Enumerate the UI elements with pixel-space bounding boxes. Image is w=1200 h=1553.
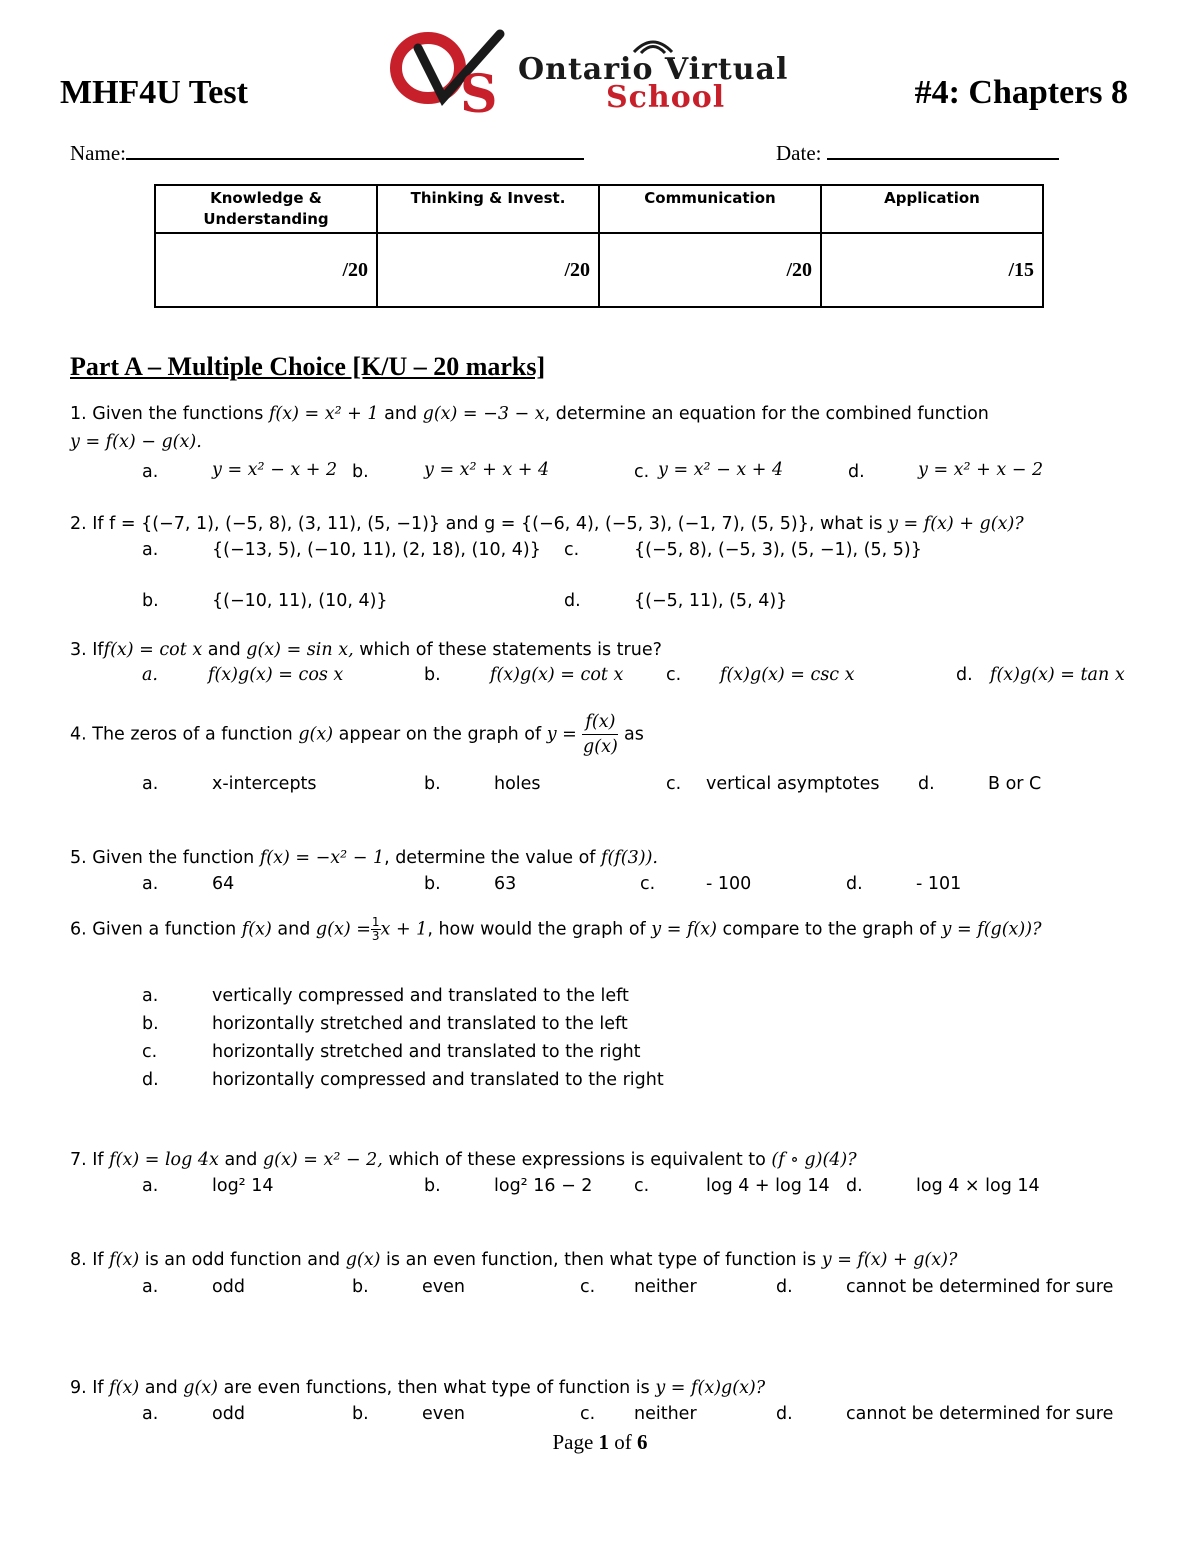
- question-5: 5. Given the function f(x) = −x² − 1, determine the value of f(f(3)).: [70, 848, 658, 868]
- date-line[interactable]: [827, 136, 1059, 160]
- q3-option-a[interactable]: f(x)g(x) = cos x: [208, 665, 344, 685]
- q5-option-c-label[interactable]: c.: [640, 874, 656, 894]
- q9-option-d[interactable]: cannot be determined for sure: [846, 1404, 1114, 1424]
- q7-option-a-label[interactable]: a.: [142, 1176, 159, 1196]
- q5-option-d[interactable]: - 101: [916, 874, 962, 894]
- school-logo: [388, 28, 858, 118]
- q4-option-a-label[interactable]: a.: [142, 774, 159, 794]
- date-field[interactable]: [776, 136, 1059, 166]
- q4-option-d-label[interactable]: d.: [918, 774, 935, 794]
- q1-option-b[interactable]: y = x² + x + 4: [424, 460, 550, 480]
- marks-value-ku: /20: [155, 233, 377, 307]
- question-1-line2: y = f(x) − g(x).: [70, 432, 202, 452]
- q2-option-a-label[interactable]: a.: [142, 540, 159, 560]
- marks-header-ku: Knowledge & Understanding: [155, 185, 377, 233]
- q6-option-d-label[interactable]: d.: [142, 1070, 159, 1090]
- name-line[interactable]: [126, 136, 584, 160]
- q6-option-c[interactable]: horizontally stretched and translated to the right: [212, 1042, 641, 1062]
- question-9: 9. If f(x) and g(x) are even functions, then what type of function is y = f(x)g(x)?: [70, 1378, 766, 1398]
- q2-option-d-label[interactable]: d.: [564, 591, 581, 611]
- q7-option-d-label[interactable]: d.: [846, 1176, 863, 1196]
- q5-option-a[interactable]: 64: [212, 874, 235, 894]
- q1-option-a[interactable]: y = x² − x + 2: [212, 460, 338, 480]
- q8-option-d[interactable]: cannot be determined for sure: [846, 1277, 1114, 1297]
- q2-option-b[interactable]: {(−10, 11), (10, 4)}: [212, 591, 388, 611]
- marks-value-comm: /20: [599, 233, 821, 307]
- question-3: 3. Iff(x) = cot x and g(x) = sin x, which of these statements is true?: [70, 640, 662, 660]
- marks-value-ti: /20: [377, 233, 599, 307]
- marks-value-app: /15: [821, 233, 1043, 307]
- q8-option-c[interactable]: neither: [634, 1277, 697, 1297]
- q4-fraction: $\frac{f(x)}{g(x)}$: [583, 712, 618, 757]
- q9-option-b-label[interactable]: b.: [352, 1404, 369, 1424]
- q5-option-c[interactable]: - 100: [706, 874, 752, 894]
- q3-option-b-label[interactable]: b.: [424, 665, 441, 685]
- test-chapters: #4: Chapters 8: [914, 74, 1128, 111]
- q2-option-d[interactable]: {(−5, 11), (5, 4)}: [634, 591, 788, 611]
- svg-text:S: S: [460, 64, 498, 118]
- q9-option-d-label[interactable]: d.: [776, 1404, 793, 1424]
- q6-option-b[interactable]: horizontally stretched and translated to the left: [212, 1014, 628, 1034]
- q5-option-b[interactable]: 63: [494, 874, 517, 894]
- q7-option-b[interactable]: log² 16 − 2: [494, 1176, 593, 1196]
- q7-option-a[interactable]: log² 14: [212, 1176, 274, 1196]
- q6-option-c-label[interactable]: c.: [142, 1042, 158, 1062]
- q3-option-c[interactable]: f(x)g(x) = csc x: [720, 665, 855, 685]
- q7-option-c-label[interactable]: c.: [634, 1176, 650, 1196]
- q2-option-c[interactable]: {(−5, 8), (−5, 3), (5, −1), (5, 5)}: [634, 540, 922, 560]
- question-7: 7. If f(x) = log 4x and g(x) = x² − 2, which of these expressions is equivalent to (f ∘ g)(4)?: [70, 1150, 857, 1170]
- q7-option-b-label[interactable]: b.: [424, 1176, 441, 1196]
- q3-option-b[interactable]: f(x)g(x) = cot x: [490, 665, 624, 685]
- q3-option-d-label[interactable]: d.: [956, 665, 973, 685]
- q1-option-b-label[interactable]: b.: [352, 462, 369, 482]
- q2-option-a[interactable]: {(−13, 5), (−10, 11), (2, 18), (10, 4)}: [212, 540, 541, 560]
- marks-table: [154, 184, 1044, 308]
- q6-option-a-label[interactable]: a.: [142, 986, 159, 1006]
- q2-option-b-label[interactable]: b.: [142, 591, 159, 611]
- q4-option-b[interactable]: holes: [494, 774, 541, 794]
- q9-option-a-label[interactable]: a.: [142, 1404, 159, 1424]
- q1-option-a-label[interactable]: a.: [142, 462, 159, 482]
- ovs-logo-mark-icon: [388, 28, 518, 118]
- q3-option-d[interactable]: f(x)g(x) = tan x: [990, 665, 1125, 685]
- q8-option-c-label[interactable]: c.: [580, 1277, 596, 1297]
- q6-option-a[interactable]: vertically compressed and translated to the left: [212, 986, 629, 1006]
- q4-option-c[interactable]: vertical asymptotes: [706, 774, 880, 794]
- logo-line2: School: [606, 80, 726, 115]
- question-2: 2. If f = {(−7, 1), (−5, 8), (3, 11), (5, −1)} and g = {(−6, 4), (−5, 3), (−1, 7), (5, 5)}, what is y = f(x) + g(x)?: [70, 514, 1024, 534]
- q6-fraction: $\frac{1}{3}$: [371, 915, 380, 943]
- q1-option-d-label[interactable]: d.: [848, 462, 865, 482]
- q8-option-b-label[interactable]: b.: [352, 1277, 369, 1297]
- date-label: Date:: [776, 141, 822, 165]
- test-title: MHF4U Test: [60, 74, 248, 111]
- question-1: 1. Given the functions f(x) = x² + 1 and g(x) = −3 − x, determine an equation for the combined function: [70, 404, 989, 424]
- q8-option-d-label[interactable]: d.: [776, 1277, 793, 1297]
- q1-option-c[interactable]: y = x² − x + 4: [658, 460, 784, 480]
- marks-header-comm: Communication: [599, 185, 821, 233]
- q7-option-d[interactable]: log 4 × log 14: [916, 1176, 1040, 1196]
- name-field[interactable]: [70, 136, 584, 166]
- q8-option-b[interactable]: even: [422, 1277, 465, 1297]
- q9-option-c-label[interactable]: c.: [580, 1404, 596, 1424]
- q5-option-a-label[interactable]: a.: [142, 874, 159, 894]
- q1-option-d[interactable]: y = x² + x − 2: [918, 460, 1044, 480]
- marks-header-ti: Thinking & Invest.: [377, 185, 599, 233]
- question-4: 4. The zeros of a function g(x) appear on the graph of y = $\frac{f(x)}{g(x)}$ as: [70, 712, 644, 757]
- q3-option-a-label[interactable]: a.: [142, 665, 158, 685]
- q6-option-b-label[interactable]: b.: [142, 1014, 159, 1034]
- q9-option-a[interactable]: odd: [212, 1404, 245, 1424]
- part-a-heading: Part A – Multiple Choice [K/U – 20 marks]: [70, 352, 546, 381]
- q3-option-c-label[interactable]: c.: [666, 665, 682, 685]
- question-8: 8. If f(x) is an odd function and g(x) is an even function, then what type of function is y = f(x) + g(x)?: [70, 1250, 958, 1270]
- q5-option-b-label[interactable]: b.: [424, 874, 441, 894]
- q8-option-a[interactable]: odd: [212, 1277, 245, 1297]
- q4-option-a[interactable]: x-intercepts: [212, 774, 317, 794]
- q8-option-a-label[interactable]: a.: [142, 1277, 159, 1297]
- q9-option-c[interactable]: neither: [634, 1404, 697, 1424]
- q4-option-d[interactable]: B or C: [988, 774, 1042, 794]
- marks-header-app: Application: [821, 185, 1043, 233]
- q4-option-c-label[interactable]: c.: [666, 774, 682, 794]
- logo-line1: Ontario Virtual: [518, 52, 789, 87]
- q7-option-c[interactable]: log 4 + log 14: [706, 1176, 830, 1196]
- page-number: Page 1 of 6: [552, 1430, 648, 1454]
- q4-option-b-label[interactable]: b.: [424, 774, 441, 794]
- name-label: Name:: [70, 141, 126, 165]
- q1-option-c-label[interactable]: c.: [634, 462, 650, 482]
- q6-option-d[interactable]: horizontally compressed and translated to the right: [212, 1070, 664, 1090]
- q9-option-b[interactable]: even: [422, 1404, 465, 1424]
- question-6: 6. Given a function f(x) and g(x) = $\frac{1}{3}x + 1$, how would the graph of y = f(x) compare to the graph of y = f(g(x))?: [70, 915, 1042, 943]
- q2-option-c-label[interactable]: c.: [564, 540, 580, 560]
- q5-option-d-label[interactable]: d.: [846, 874, 863, 894]
